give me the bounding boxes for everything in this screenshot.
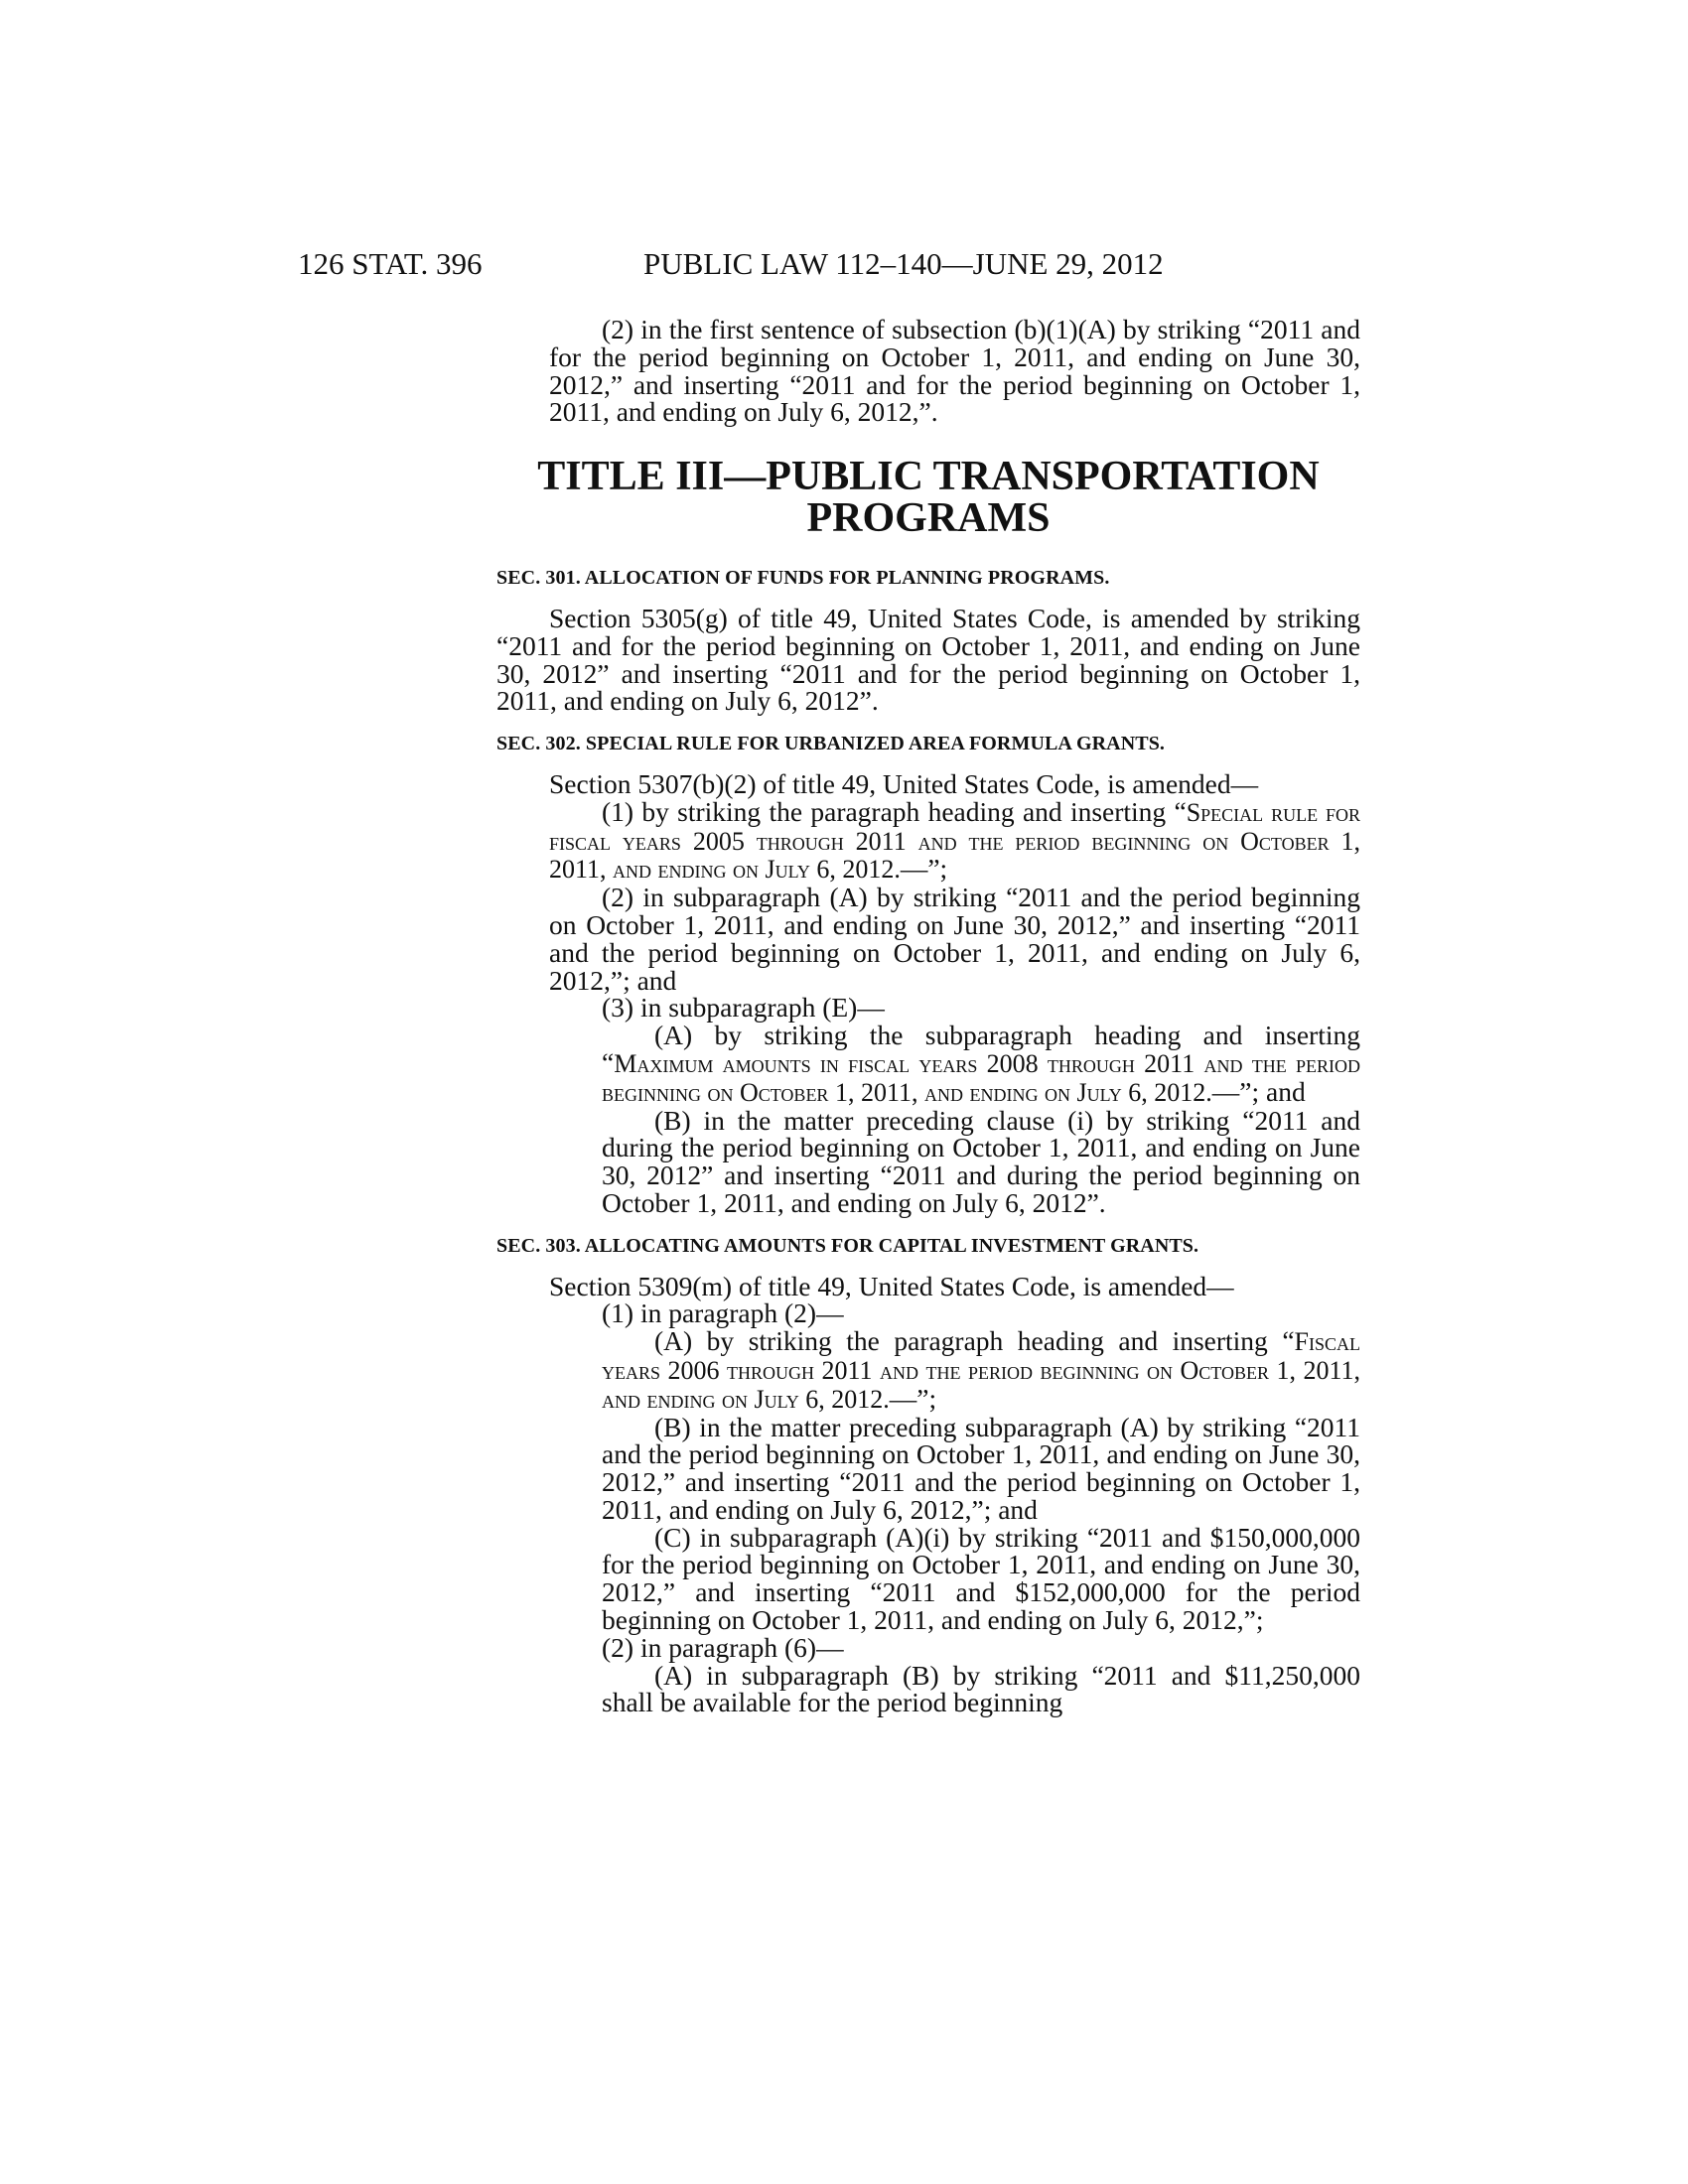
section-303-paragraph-1: (1) in paragraph (2)—: [602, 1297, 844, 1329]
section-302-paragraph-3: (3) in subparagraph (E)—: [602, 992, 885, 1024]
section-303-heading: SEC. 303. ALLOCATING AMOUNTS FOR CAPITAL INVESTMENT GRANTS.: [496, 1234, 1199, 1257]
section-303-subparagraph-b: (B) in the matter preceding subparagraph (A) by striking “2011 and the period beginning on October 1, 2011, and ending on June 30, 2012,” and inserting “2011 and the period beginning on October 1, 2011, and ending on July 6, 2012,”; and: [602, 1411, 1360, 1525]
section-301-heading: SEC. 301. ALLOCATION OF FUNDS FOR PLANNING PROGRAMS.: [496, 567, 1110, 590]
section-301-text: Section 5305(g) of title 49, United States Code, is amended by striking “2011 and for the period beginning on October 1, 2011, and ending on June 30, 2012” and inserting “2011 and for the period beginning on October 1, 2011, and ending on July 6, 2012”.: [496, 602, 1360, 717]
page-header: [298, 246, 1380, 286]
section-302-p1-text-b: —”;: [900, 853, 948, 885]
section-302-paragraph-1: [549, 795, 1360, 885]
title-line-1: TITLE III—PUBLIC TRANSPORTATION: [537, 454, 1320, 500]
section-302-p1-heading-caps: Special rule for fiscal years 2005 through 2011 and the period beginning on October 1, 2011, and ending on July 6, 2012.: [549, 797, 1360, 885]
section-303-pa-heading-caps: Fiscal years 2006 through 2011 and the period beginning on October 1, 2011, and ending on July 6, 2012.: [602, 1327, 1360, 1414]
statute-page-reference: 126 STAT. 396: [298, 246, 483, 281]
section-302-subparagraph-a: [602, 1022, 1360, 1106]
public-law-running-head: PUBLIC LAW 112–140—JUNE 29, 2012: [643, 246, 1164, 281]
title-line-2: PROGRAMS: [806, 495, 1051, 542]
section-302-subparagraph-b: (B) in the matter preceding clause (i) by striking “2011 and during the period beginning on October 1, 2011, and ending on June 30, 2012” and inserting “2011 and during the period beginning on October 1, 2011, and ending on July 6, 2012”.: [602, 1104, 1360, 1218]
section-303-intro: Section 5309(m) of title 49, United States Code, is amended—: [549, 1270, 1234, 1301]
section-302-pa-heading-caps: Maximum amounts in fiscal years 2008 through 2011 and the period beginning on October 1, 2011, and ending on July 6, 2012.: [602, 1048, 1360, 1107]
section-302-intro: Section 5307(b)(2) of title 49, United States Code, is amended—: [549, 767, 1259, 799]
title-heading: [496, 454, 1360, 542]
section-303-subparagraph-c: (C) in subparagraph (A)(i) by striking “2011 and $150,000,000 for the period beginning on October 1, 2011, and ending on June 30, 2012,” and inserting “2011 and $152,000,000 for the period beginning on October 1, 2011, and ending on July 6, 2012,”;: [602, 1521, 1360, 1636]
section-302-heading: SEC. 302. SPECIAL RULE FOR URBANIZED AREA FORMULA GRANTS.: [496, 733, 1166, 755]
section-302-pa-text-b: —”; and: [1211, 1075, 1306, 1107]
section-302-paragraph-2: (2) in subparagraph (A) by striking “2011 and the period beginning on October 1, 2011, and ending on June 30, 2012,” and inserting “2011 and the period beginning on October 1, 2011, and ending on July 6, 2012,”; and: [549, 882, 1360, 996]
section-303-subparagraph-a: [602, 1327, 1360, 1413]
section-303-pa-text-a: (A) by striking the paragraph heading and inserting “: [654, 1325, 1295, 1357]
intro-paragraph-2: (2) in the first sentence of subsection (b)(1)(A) by striking “2011 and for the period beginning on October 1, 2011, and ending on June 30, 2012,” and inserting “2011 and for the period beginning on October 1, 2011, and ending on July 6, 2012,”.: [549, 314, 1360, 428]
document-body: [496, 316, 1360, 1716]
section-302-p1-text-a: (1) by striking the paragraph heading and inserting “: [602, 795, 1187, 827]
section-303-p2-subparagraph-a: (A) in subparagraph (B) by striking “2011 and $11,250,000 shall be available for the period beginning: [602, 1659, 1360, 1718]
section-302-pa-text-a: (A) by striking the subparagraph heading and inserting “: [602, 1020, 1360, 1078]
section-303-paragraph-2: (2) in paragraph (6)—: [602, 1631, 844, 1663]
section-303-pa-text-b: —”;: [889, 1382, 937, 1414]
